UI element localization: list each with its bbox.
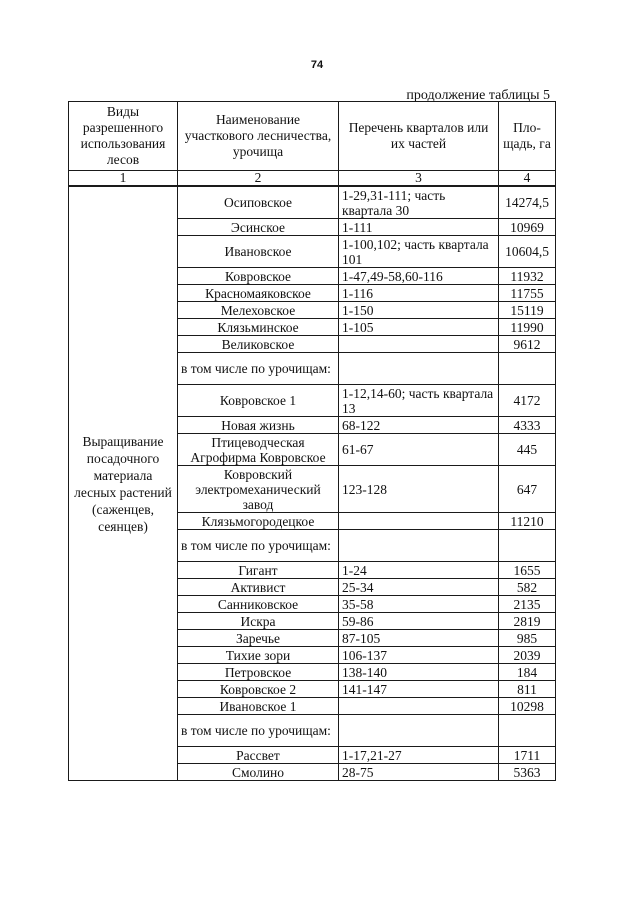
area-cell: 4333 (499, 417, 556, 434)
quarters-list-cell (339, 513, 499, 530)
area-cell: 985 (499, 630, 556, 647)
area-cell: 10604,5 (499, 236, 556, 268)
quarters-list-cell (339, 715, 499, 747)
quarters-list-cell: 1-47,49-58,60-116 (339, 268, 499, 285)
forestry-name-cell: Новая жизнь (178, 417, 339, 434)
quarters-list-cell: 1-100,102; часть квартала 101 (339, 236, 499, 268)
quarters-list-cell: 59-86 (339, 613, 499, 630)
quarters-list-cell: 138-140 (339, 664, 499, 681)
quarters-list-cell: 123-128 (339, 466, 499, 513)
quarters-list-cell: 1-116 (339, 285, 499, 302)
forestry-name-cell: в том числе по урочищам: (178, 353, 339, 385)
column-number: 2 (178, 171, 339, 187)
forestry-name-cell: в том числе по урочищам: (178, 530, 339, 562)
area-cell: 2135 (499, 596, 556, 613)
forestry-name-cell: Ивановское 1 (178, 698, 339, 715)
forestry-name-cell: Ивановское (178, 236, 339, 268)
column-number-row (69, 171, 556, 187)
area-cell: 11990 (499, 319, 556, 336)
area-cell: 1711 (499, 747, 556, 764)
quarters-list-cell (339, 336, 499, 353)
area-cell: 184 (499, 664, 556, 681)
quarters-list-cell: 1-105 (339, 319, 499, 336)
header-forestry-name: Наименование участкового лесничества, урочища (178, 102, 339, 171)
quarters-list-cell: 141-147 (339, 681, 499, 698)
area-cell: 445 (499, 434, 556, 466)
column-number: 3 (339, 171, 499, 187)
area-cell (499, 353, 556, 385)
quarters-list-cell: 1-150 (339, 302, 499, 319)
area-cell: 10298 (499, 698, 556, 715)
header-use-type: Виды разрешенного использования лесов (69, 102, 178, 171)
area-cell: 811 (499, 681, 556, 698)
forestry-name-cell: Великовское (178, 336, 339, 353)
quarters-list-cell (339, 353, 499, 385)
forestry-name-cell: Санниковское (178, 596, 339, 613)
area-cell (499, 530, 556, 562)
forestry-name-cell: Ковровское 2 (178, 681, 339, 698)
forestry-name-cell: Смолино (178, 764, 339, 781)
quarters-list-cell (339, 698, 499, 715)
use-type-cell: Выращивание посадочного материала лесных растений (саженцев, сеянцев) (69, 186, 178, 781)
forestry-name-cell: в том числе по урочищам: (178, 715, 339, 747)
forestry-name-cell: Клязьминское (178, 319, 339, 336)
forestry-name-cell: Красномаяковское (178, 285, 339, 302)
area-cell: 1655 (499, 562, 556, 579)
quarters-list-cell: 1-17,21-27 (339, 747, 499, 764)
forestry-name-cell: Ковровское (178, 268, 339, 285)
forestry-name-cell: Ковровский электромеханический завод (178, 466, 339, 513)
area-cell: 14274,5 (499, 186, 556, 219)
table-continuation-caption: продолжение таблицы 5 (406, 88, 550, 103)
area-cell: 2039 (499, 647, 556, 664)
quarters-list-cell: 25-34 (339, 579, 499, 596)
table-header-row (69, 102, 556, 171)
forestry-name-cell: Рассвет (178, 747, 339, 764)
forestry-name-cell: Клязьмогородецкое (178, 513, 339, 530)
area-cell: 582 (499, 579, 556, 596)
table-body (69, 171, 556, 781)
area-cell: 647 (499, 466, 556, 513)
quarters-list-cell: 1-12,14-60; часть квартала 13 (339, 385, 499, 417)
area-cell: 11755 (499, 285, 556, 302)
area-cell: 2819 (499, 613, 556, 630)
page-number: 74 (310, 59, 324, 71)
forestry-name-cell: Гигант (178, 562, 339, 579)
area-cell: 10969 (499, 219, 556, 236)
forestry-name-cell: Эсинское (178, 219, 339, 236)
quarters-list-cell: 87-105 (339, 630, 499, 647)
quarters-list-cell: 1-29,31-111; часть квартала 30 (339, 186, 499, 219)
area-cell: 9612 (499, 336, 556, 353)
area-cell: 4172 (499, 385, 556, 417)
forestry-name-cell: Искра (178, 613, 339, 630)
forestry-name-cell: Ковровское 1 (178, 385, 339, 417)
header-quarters-list: Перечень кварталов или их частей (339, 102, 499, 171)
forestry-name-cell: Заречье (178, 630, 339, 647)
quarters-list-cell: 1-111 (339, 219, 499, 236)
area-cell (499, 715, 556, 747)
table-row (69, 186, 556, 219)
area-cell: 11210 (499, 513, 556, 530)
area-cell: 15119 (499, 302, 556, 319)
forestry-name-cell: Птицеводческая Агрофирма Ковровское (178, 434, 339, 466)
quarters-list-cell: 61-67 (339, 434, 499, 466)
area-cell: 5363 (499, 764, 556, 781)
forest-use-table (68, 101, 556, 781)
quarters-list-cell: 68-122 (339, 417, 499, 434)
quarters-list-cell: 1-24 (339, 562, 499, 579)
column-number: 4 (499, 171, 556, 187)
header-area: Пло-щадь, га (499, 102, 556, 171)
column-number: 1 (69, 171, 178, 187)
forestry-name-cell: Мелеховское (178, 302, 339, 319)
forestry-name-cell: Активист (178, 579, 339, 596)
forestry-name-cell: Осиповское (178, 186, 339, 219)
quarters-list-cell: 106-137 (339, 647, 499, 664)
area-cell: 11932 (499, 268, 556, 285)
forestry-name-cell: Петровское (178, 664, 339, 681)
quarters-list-cell: 28-75 (339, 764, 499, 781)
quarters-list-cell (339, 530, 499, 562)
quarters-list-cell: 35-58 (339, 596, 499, 613)
forestry-name-cell: Тихие зори (178, 647, 339, 664)
